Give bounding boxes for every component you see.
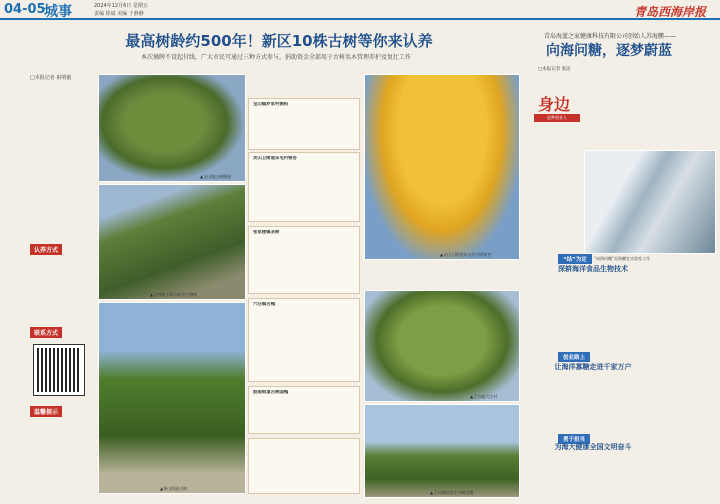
issue-date: 2024年12月6日 星期五	[94, 3, 148, 9]
tips-text-block	[30, 420, 96, 480]
section-tag: 勇于担当	[558, 434, 590, 444]
photo-cypress	[98, 74, 246, 182]
page-title: 最高树龄约500年！新区10株古树等你来认养	[125, 32, 433, 50]
info-box: 宝山镇罗家村侧柏	[248, 98, 360, 150]
method-text-block	[30, 258, 96, 320]
page-number: 04-05	[4, 2, 46, 17]
left-column	[30, 74, 96, 478]
info-box: 张家楼镇茶树	[248, 226, 360, 294]
text-block	[253, 442, 355, 490]
intro-text-block	[596, 66, 716, 146]
info-box	[248, 438, 360, 494]
page-subtitle: 本次摘牌不设起付线，广大市民可通过三种方式参与，捐助资金全部用于古树名木管理养护及复壮工作	[140, 54, 411, 61]
text-block	[538, 274, 648, 370]
right-title: 向海问糖，逐梦蔚蓝	[546, 43, 672, 59]
photo-caption: ▲珠山街道古树	[160, 486, 188, 491]
tag-tips: 温馨提示	[30, 406, 62, 417]
info-box: 胶南街道古树国槐	[248, 386, 360, 434]
section-head: 让海洋寡糖走进千家万户	[554, 363, 632, 371]
photo-caption: ▲宝山镇古树侧柏	[200, 174, 232, 179]
masthead	[0, 0, 720, 20]
intro-text-block	[30, 87, 96, 237]
section-name: 城事	[44, 4, 72, 20]
section-head: 为海大健康全国文明奋斗	[554, 443, 632, 451]
right-byline: □本报记者 张洁	[538, 67, 571, 72]
photo-caption: ▲大村镇小珠山前官庄侧柏	[150, 292, 198, 297]
photo-caption: “向海问糖”苏海鹏在实验室工作	[594, 256, 651, 261]
badge-main: 身边	[538, 95, 571, 114]
info-box: 六汪镇古槐	[248, 298, 360, 382]
photo-scientist	[584, 150, 716, 254]
tag-method: 认养方式	[30, 244, 62, 255]
newspaper-logo: 青岛西海岸报	[633, 5, 706, 19]
text-block	[538, 372, 648, 436]
section-tag: “结”为定	[558, 254, 592, 264]
photo-front-cypress	[98, 184, 246, 300]
text-block	[652, 372, 718, 502]
section-tag: 创业路上	[558, 352, 590, 362]
badge-sub: 追梦创业人	[534, 114, 580, 122]
right-column	[534, 22, 720, 504]
right-kicker: 青岛海蓝之家健康科技有限公司创始人苏海鹏——	[544, 33, 677, 40]
photo-huangdao	[364, 404, 520, 498]
section-head: 深耕海洋食品生物技术	[558, 265, 628, 273]
photo-ginkgo	[364, 74, 520, 260]
photo-caption: ▲王台镇赵家庄古树国槐	[430, 490, 474, 495]
photo-zhushan	[98, 302, 246, 494]
qr-code[interactable]	[34, 345, 84, 395]
column-badge	[534, 92, 580, 134]
editors-line: 责编 徐斌 美编 于静静	[94, 11, 144, 17]
photo-caption: ▲灵山卫街道东屯村古树银杏	[440, 252, 492, 257]
photo-caption: ▲王台镇大店村	[470, 394, 498, 399]
main-byline: □本报记者 祖明毅	[30, 75, 72, 81]
info-box: 灵山卫街道东屯村银杏	[248, 152, 360, 222]
text-block	[652, 274, 718, 370]
tag-contact: 联系方式	[30, 327, 62, 338]
text-block	[538, 452, 648, 502]
photo-wangtai	[364, 290, 520, 402]
